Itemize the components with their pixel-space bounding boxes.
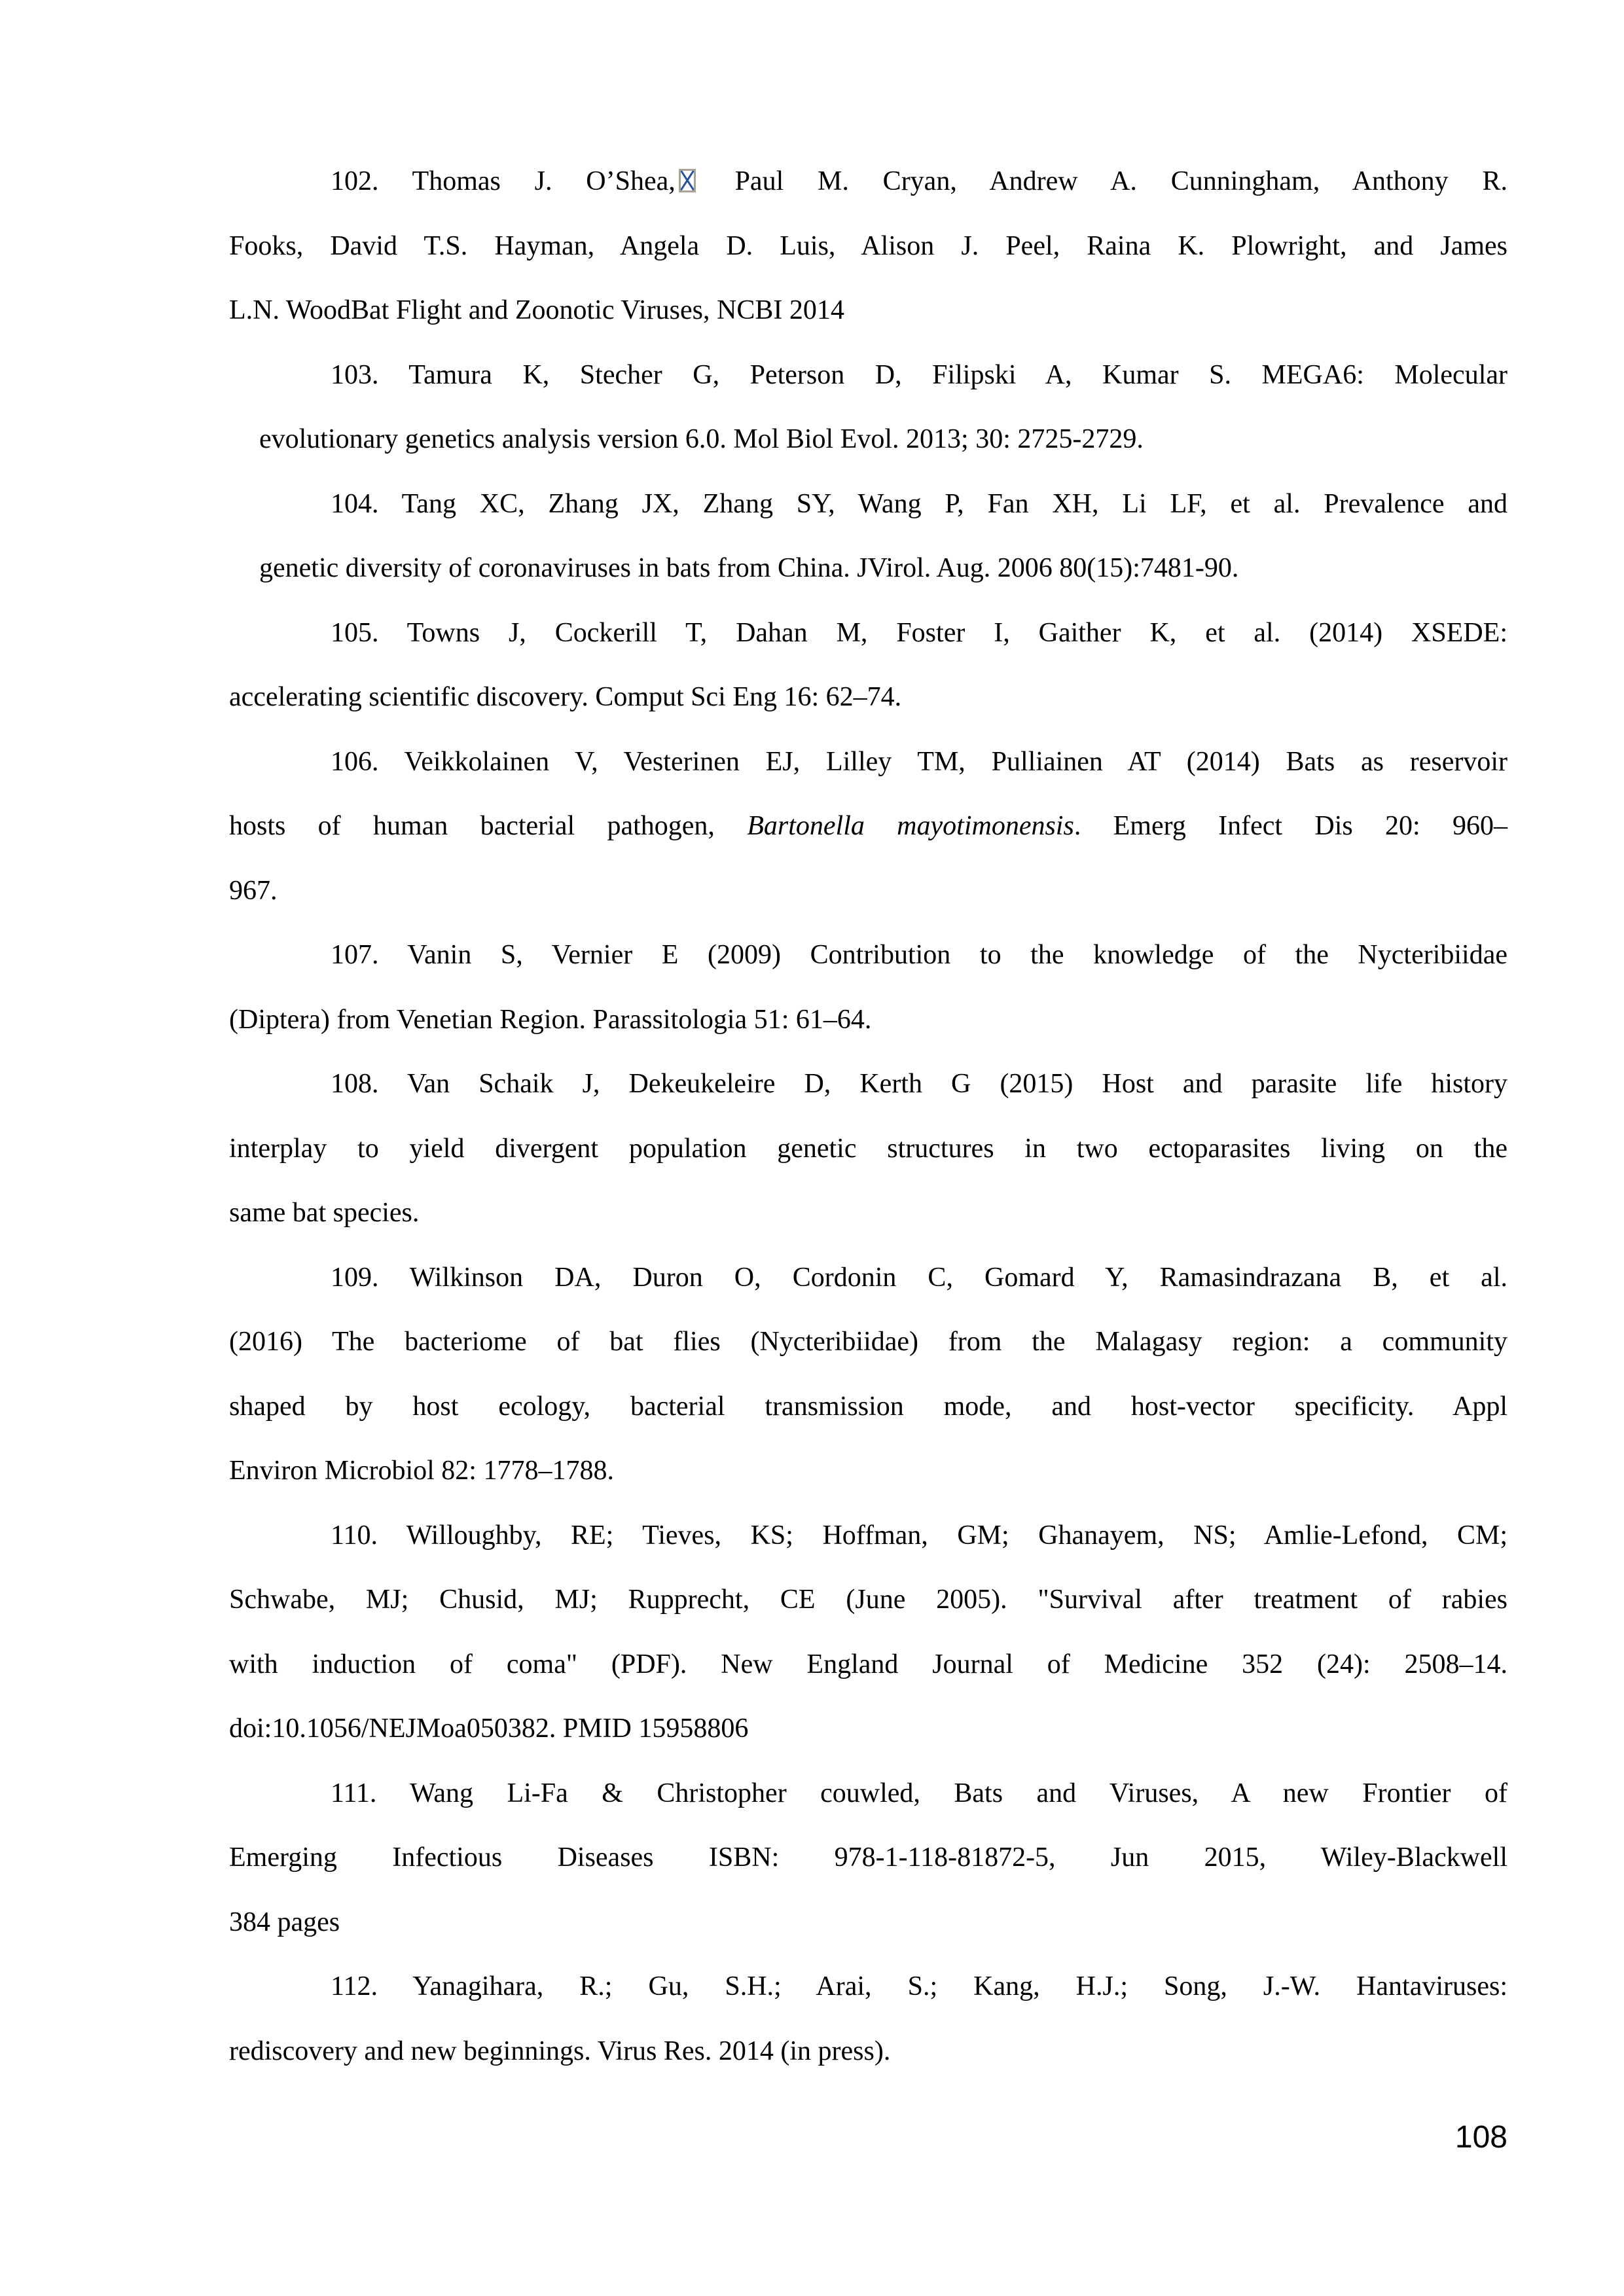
- reference-line: [229, 1632, 1507, 1697]
- page-number: 108: [1454, 2120, 1507, 2155]
- text-segment: Paul M. Cryan, Andrew A. Cunningham, Anthony R.: [700, 166, 1507, 196]
- text-segment: Fooks, David T.S. Hayman, Angela D. Luis, Alison J. Peel, Raina K. Plowright, and James: [229, 230, 1507, 261]
- reference-line: [229, 278, 1507, 343]
- reference-112: [229, 1954, 1507, 2083]
- text-segment: L.N. WoodBat Flight and Zoonotic Viruses, NCBI 2014: [229, 295, 844, 325]
- text-segment: 967.: [229, 875, 278, 906]
- references-list: [229, 149, 1507, 2083]
- reference-line: [229, 1310, 1507, 1374]
- text-segment: Emerging Infectious Diseases ISBN: 978-1-118-81872-5, Jun 2015, Wiley-Blackwell: [229, 1842, 1507, 1873]
- text-segment: interplay to yield divergent population genetic structures in two ectoparasites living on the: [229, 1133, 1507, 1164]
- missing-glyph-icon: [679, 169, 696, 192]
- reference-line: [229, 1439, 1507, 1503]
- text-segment: 102. Thomas J. O’Shea,: [331, 166, 676, 196]
- reference-line: [229, 665, 1507, 730]
- reference-line: [229, 1117, 1507, 1181]
- reference-line: [229, 1696, 1507, 1761]
- text-segment: 103. Tamura K, Stecher G, Peterson D, Filipski A, Kumar S. MEGA6: Molecular: [331, 359, 1507, 390]
- text-segment: 106. Veikkolainen V, Vesterinen EJ, Lilley TM, Pulliainen AT (2014) Bats as reservoir: [331, 746, 1507, 777]
- text-segment: (2016) The bacteriome of bat flies (Nycteribiidae) from the Malagasy region: a community: [229, 1327, 1507, 1357]
- reference-line: [229, 601, 1507, 666]
- reference-line: [229, 730, 1507, 795]
- text-segment: rediscovery and new beginnings. Virus Res. 2014 (in press).: [229, 2036, 891, 2066]
- reference-line: [229, 1052, 1507, 1117]
- text-segment: accelerating scientific discovery. Comput Sci Eng 16: 62–74.: [229, 682, 902, 712]
- text-segment: 109. Wilkinson DA, Duron O, Cordonin C, Gomard Y, Ramasindrazana B, et al.: [331, 1262, 1507, 1293]
- reference-line: [229, 794, 1507, 859]
- text-segment: Schwabe, MJ; Chusid, MJ; Rupprecht, CE (June 2005). "Survival after treatment of rabies: [229, 1585, 1507, 1615]
- reference-line: [229, 1825, 1507, 1890]
- reference-line: [229, 343, 1507, 408]
- reference-line: [229, 1503, 1507, 1568]
- reference-109: [229, 1246, 1507, 1503]
- reference-line: [229, 923, 1507, 988]
- text-segment: doi:10.1056/NEJMoa050382. PMID 15958806: [229, 1713, 749, 1744]
- text-segment: 104. Tang XC, Zhang JX, Zhang SY, Wang P, Fan XH, Li LF, et al. Prevalence and: [331, 488, 1507, 519]
- reference-line: [229, 407, 1507, 472]
- reference-line: [229, 1890, 1507, 1955]
- text-segment: evolutionary genetics analysis version 6.0. Mol Biol Evol. 2013; 30: 2725-2729.: [259, 424, 1144, 454]
- reference-111: [229, 1761, 1507, 1955]
- reference-line: [229, 988, 1507, 1052]
- text-segment: hosts of human bacterial pathogen,: [229, 811, 748, 841]
- reference-104: [229, 472, 1507, 601]
- reference-106: [229, 730, 1507, 924]
- reference-108: [229, 1052, 1507, 1246]
- text-segment: Bartonella mayotimonensis: [747, 811, 1074, 841]
- reference-line: [229, 1246, 1507, 1310]
- reference-line: [229, 859, 1507, 924]
- reference-110: [229, 1503, 1507, 1761]
- text-segment: 110. Willoughby, RE; Tieves, KS; Hoffman, GM; Ghanayem, NS; Amlie-Lefond, CM;: [331, 1520, 1507, 1551]
- reference-line: [229, 214, 1507, 279]
- reference-line: [229, 472, 1507, 537]
- reference-102: [229, 149, 1507, 343]
- reference-line: [229, 1568, 1507, 1632]
- text-segment: 111. Wang Li-Fa & Christopher couwled, Bats and Viruses, A new Frontier of: [331, 1778, 1507, 1808]
- reference-105: [229, 601, 1507, 730]
- text-segment: 112. Yanagihara, R.; Gu, S.H.; Arai, S.; Kang, H.J.; Song, J.-W. Hantaviruses:: [331, 1971, 1507, 2001]
- text-segment: 105. Towns J, Cockerill T, Dahan M, Foster I, Gaither K, et al. (2014) XSEDE:: [331, 617, 1507, 648]
- text-segment: (Diptera) from Venetian Region. Parassitologia 51: 61–64.: [229, 1004, 872, 1035]
- text-segment: . Emerg Infect Dis 20: 960–: [1074, 811, 1508, 841]
- reference-line: [229, 2019, 1507, 2084]
- reference-line: [229, 1761, 1507, 1826]
- text-segment: 108. Van Schaik J, Dekeukeleire D, Kerth G (2015) Host and parasite life history: [331, 1069, 1507, 1099]
- text-segment: shaped by host ecology, bacterial transmission mode, and host-vector specificity. Appl: [229, 1391, 1507, 1422]
- text-segment: same bat species.: [229, 1198, 420, 1228]
- text-segment: 107. Vanin S, Vernier E (2009) Contribution to the knowledge of the Nycteribiidae: [331, 940, 1507, 970]
- reference-line: [229, 1374, 1507, 1439]
- text-segment: with induction of coma" (PDF). New England Journal of Medicine 352 (24): 2508–14.: [229, 1649, 1507, 1679]
- reference-line: [229, 1954, 1507, 2019]
- text-segment: 384 pages: [229, 1907, 340, 1937]
- reference-line: [229, 149, 1507, 214]
- reference-107: [229, 923, 1507, 1052]
- text-segment: Environ Microbiol 82: 1778–1788.: [229, 1456, 614, 1486]
- reference-103: [229, 343, 1507, 472]
- reference-line: [229, 1181, 1507, 1246]
- reference-line: [229, 536, 1507, 601]
- text-segment: genetic diversity of coronaviruses in bats from China. JVirol. Aug. 2006 80(15):7481-90.: [259, 553, 1239, 583]
